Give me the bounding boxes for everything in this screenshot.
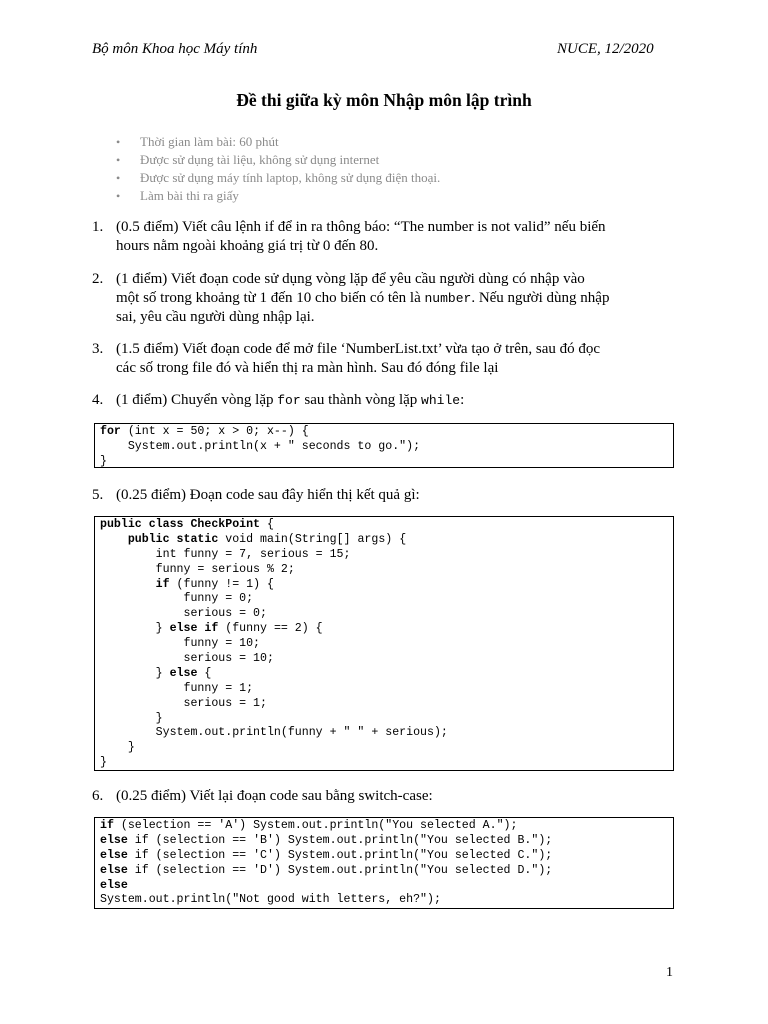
code-keyword: else: [100, 878, 128, 892]
date-header: NUCE, 12/2020: [557, 41, 654, 57]
code-keyword: public class CheckPoint: [100, 518, 261, 531]
instruction-item: • Được sử dụng tài liệu, không sử dụng internet: [113, 151, 440, 169]
code-line: public class CheckPoint {: [100, 518, 274, 531]
inline-code: while: [421, 393, 461, 408]
instruction-item: • Làm bài thi ra giấy: [113, 187, 440, 205]
inline-code: number: [424, 291, 472, 306]
code-line: if (selection == 'A') System.out.println("You selected A.");: [100, 819, 518, 832]
code-line: serious = 10;: [100, 652, 274, 666]
instruction-item: • Được sử dụng máy tính laptop, không sử dụng điện thoại.: [113, 169, 440, 187]
instruction-item: • Thời gian làm bài: 60 phút: [113, 133, 440, 151]
code-line: } else {: [100, 666, 212, 680]
question-text: (0.25 điểm) Đoạn code sau đây hiển thị kết quả gì:: [116, 487, 420, 503]
question-text-line: (0.5 điểm) Viết câu lệnh if để in ra thông báo: “The number is not valid” nếu biến: [116, 219, 606, 235]
code-keyword: else: [169, 666, 198, 680]
code-keyword: else: [100, 848, 128, 862]
instructions-list: [113, 133, 440, 205]
code-line: [100, 879, 673, 894]
code-block-q6: [94, 817, 674, 909]
code-keyword: for: [100, 425, 121, 438]
question-number: 4.: [92, 392, 104, 408]
question-text-line: [116, 289, 682, 308]
code-line: else if (selection == 'D') System.out.println("You selected D.");: [100, 863, 553, 877]
code-line: if (funny != 1) {: [155, 577, 274, 591]
code-keyword: else: [100, 863, 128, 877]
code-keyword: if: [155, 577, 170, 591]
question-text-line: (1.5 điểm) Viết đoạn code để mở file ‘NumberList.txt’ vừa tạo ở trên, sau đó đọc: [116, 341, 601, 357]
page-number: 1: [666, 965, 673, 980]
code-line: funny = 1;: [100, 681, 254, 695]
code-line: System.out.println(x + " seconds to go.");: [100, 439, 421, 453]
code-line: serious = 0;: [100, 607, 267, 621]
question-text: :: [460, 392, 465, 408]
question-text: sau thành vòng lặp: [300, 392, 422, 408]
code-line: } else if (funny == 2) {: [100, 622, 323, 636]
question-text-line: sai, yêu cầu người dùng nhập lại.: [116, 309, 315, 325]
code-keyword: if: [100, 819, 114, 832]
code-line: for (int x = 50; x > 0; x--) {: [100, 425, 309, 438]
question-text-line: [116, 391, 682, 410]
question-6: [92, 787, 682, 806]
question-text-line: (1 điểm) Viết đoạn code sử dụng vòng lặp để yêu cầu người dùng có nhập vào: [116, 271, 585, 287]
code-line: System.out.println(funny + " " + serious);: [100, 726, 448, 740]
question-4: [92, 391, 682, 410]
code-keyword: public static: [127, 532, 219, 546]
code-line: int funny = 7, serious = 15;: [100, 547, 351, 561]
department-header: Bộ môn Khoa học Máy tính: [92, 41, 258, 57]
code-line: funny = serious % 2;: [100, 562, 295, 576]
question-text-line: các số trong file đó và hiển thị ra màn hình. Sau đó đóng file lại: [116, 360, 499, 376]
code-line: else if (selection == 'B') System.out.println("You selected B.");: [100, 833, 553, 847]
question-number: 2.: [92, 271, 104, 287]
code-line: funny = 0;: [100, 592, 254, 606]
code-keyword: else if: [169, 622, 219, 636]
question-1: [92, 218, 682, 256]
code-line: }: [100, 741, 135, 755]
code-line: }: [100, 756, 107, 770]
code-line: }: [100, 711, 163, 725]
code-line: serious = 1;: [100, 696, 267, 710]
question-number: 1.: [92, 219, 104, 235]
question-text-line: hours nằm ngoài khoảng giá trị từ 0 đến 80.: [116, 238, 379, 254]
code-line: else if (selection == 'C') System.out.println("You selected C.");: [100, 848, 553, 862]
question-text: một số trong khoảng từ 1 đến 10 cho biến có tên là: [116, 290, 425, 306]
question-3: [92, 340, 682, 378]
question-2: [92, 270, 682, 327]
exam-title: Đề thi giữa kỳ môn Nhập môn lập trình: [236, 90, 532, 110]
question-5: [92, 486, 682, 505]
question-number: 5.: [92, 487, 104, 503]
question-number: 6.: [92, 788, 104, 804]
code-keyword: else: [100, 833, 128, 847]
code-block-q4: [94, 423, 674, 468]
code-line: }: [100, 454, 107, 468]
code-line: public static void main(String[] args) {: [127, 532, 407, 546]
code-line: System.out.println("Not good with letters, eh?");: [100, 893, 441, 907]
inline-code: for: [277, 393, 301, 408]
code-block-q5: [94, 516, 674, 771]
question-text: (1 điểm) Chuyển vòng lặp: [116, 392, 278, 408]
code-line: funny = 10;: [100, 637, 261, 651]
question-text: (0.25 điểm) Viết lại đoạn code sau bằng switch-case:: [116, 788, 433, 804]
question-number: 3.: [92, 341, 104, 357]
question-text: . Nếu người dùng nhập: [471, 290, 610, 306]
